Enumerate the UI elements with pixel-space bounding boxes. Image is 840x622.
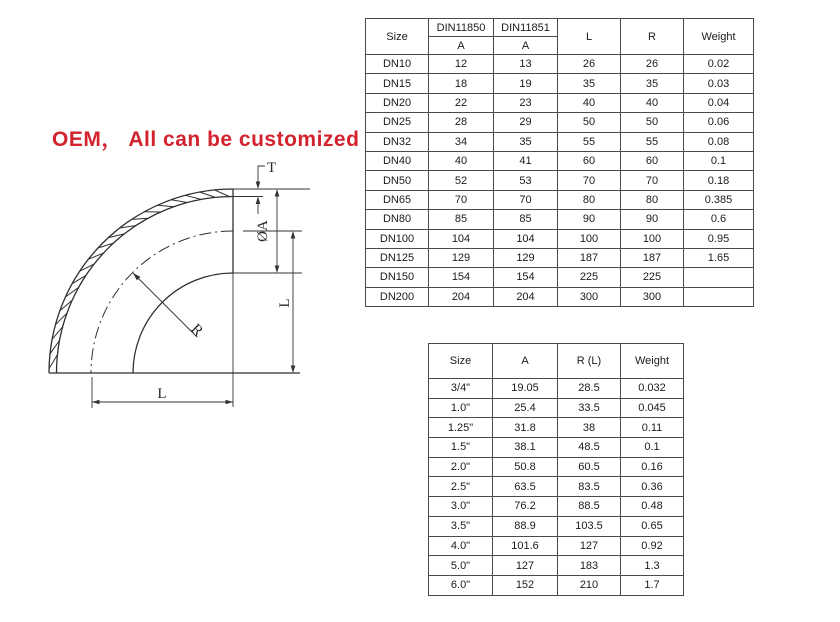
table-cell: 0.1 [684, 151, 754, 170]
table-cell: 70 [558, 171, 621, 190]
table-cell: 1.3 [621, 556, 684, 576]
hatch-mark [185, 195, 201, 199]
table-cell: 80 [558, 190, 621, 209]
hatch-mark [158, 205, 174, 207]
table-cell: 18 [429, 74, 494, 93]
table-row [429, 556, 684, 576]
table-row [366, 93, 754, 112]
col-header-l: L [558, 19, 621, 55]
table-cell: 40 [558, 93, 621, 112]
table-cell: 6.0" [429, 575, 493, 595]
table-cell: 0.06 [684, 113, 754, 132]
table-row [366, 287, 754, 306]
table-cell: 187 [621, 248, 684, 267]
table-cell: 4.0" [429, 536, 493, 556]
table-cell: 55 [621, 132, 684, 151]
table-row [366, 113, 754, 132]
dim-label-length-horizontal: L [157, 386, 167, 402]
table-row [366, 248, 754, 267]
table-cell: DN125 [366, 248, 429, 267]
col-subheader-a1: A [429, 37, 494, 55]
inch-table-header [429, 344, 684, 379]
table-row [366, 132, 754, 151]
table-cell: 0.36 [621, 477, 684, 497]
table-cell: 0.16 [621, 457, 684, 477]
table-cell: 187 [558, 248, 621, 267]
table-cell: 25.4 [493, 398, 558, 418]
table-cell: 60 [621, 151, 684, 170]
table-cell: 50 [621, 113, 684, 132]
table-cell: 300 [621, 287, 684, 306]
table-row [429, 516, 684, 536]
table-cell: 204 [494, 287, 558, 306]
table-cell: 152 [493, 575, 558, 595]
table-cell: 210 [558, 575, 621, 595]
table-cell: 104 [429, 229, 494, 248]
col-header-din11851: DIN11851 [494, 19, 558, 37]
table-cell: 0.08 [684, 132, 754, 151]
table-cell: DN50 [366, 171, 429, 190]
table-cell: 35 [558, 74, 621, 93]
table-cell: 3.5" [429, 516, 493, 536]
col-header-weight: Weight [684, 19, 754, 55]
table-cell: 55 [558, 132, 621, 151]
table-cell: 0.02 [684, 55, 754, 74]
table-cell: 85 [494, 210, 558, 229]
table-row [366, 190, 754, 209]
table-cell: 2.5" [429, 477, 493, 497]
table-cell: 0.65 [621, 516, 684, 536]
table-cell: 31.8 [493, 418, 558, 438]
table-row [366, 74, 754, 93]
table-cell: 88.5 [558, 497, 621, 517]
table-cell: 0.18 [684, 171, 754, 190]
table-row [366, 210, 754, 229]
table-cell: 100 [558, 229, 621, 248]
table-cell: 225 [558, 268, 621, 287]
table-cell: 41 [494, 151, 558, 170]
table-cell: 60.5 [558, 457, 621, 477]
dim-label-diameter: ØA [255, 220, 271, 242]
table-cell: 204 [429, 287, 494, 306]
table-cell: 52 [429, 171, 494, 190]
table-row [429, 497, 684, 517]
dim-label-length-vertical: L [277, 298, 293, 308]
table-cell: 48.5 [558, 438, 621, 458]
table-cell: 70 [621, 171, 684, 190]
table-cell: 29 [494, 113, 558, 132]
elbow-drawing [25, 150, 325, 425]
din-table-header [366, 19, 754, 55]
table-cell: 80 [621, 190, 684, 209]
table-cell: 38 [558, 418, 621, 438]
col-header-weight: Weight [621, 344, 684, 379]
table-row [366, 268, 754, 287]
table-cell [684, 287, 754, 306]
col-header-rl: R (L) [558, 344, 621, 379]
table-row [429, 418, 684, 438]
table-cell: 1.5" [429, 438, 493, 458]
table-row [429, 575, 684, 595]
table-cell: DN15 [366, 74, 429, 93]
table-cell: DN65 [366, 190, 429, 209]
dimension-arrows [92, 182, 295, 405]
dim-label-thickness: T [267, 160, 277, 176]
table-cell: 154 [429, 268, 494, 287]
table-cell: 13 [494, 55, 558, 74]
table-cell: DN200 [366, 287, 429, 306]
table-row [429, 457, 684, 477]
table-cell: 1.25" [429, 418, 493, 438]
table-row [429, 536, 684, 556]
table-cell: 50 [558, 113, 621, 132]
table-row [429, 379, 684, 399]
table-cell: 28 [429, 113, 494, 132]
table-cell: 0.48 [621, 497, 684, 517]
table-cell: 63.5 [493, 477, 558, 497]
table-cell: 127 [493, 556, 558, 576]
table-cell: 23 [494, 93, 558, 112]
table-cell: DN40 [366, 151, 429, 170]
table-cell: 50.8 [493, 457, 558, 477]
table-cell: 76.2 [493, 497, 558, 517]
table-row [366, 55, 754, 74]
table-cell: 88.9 [493, 516, 558, 536]
table-cell: 0.032 [621, 379, 684, 399]
table-cell: 0.1 [621, 438, 684, 458]
table-cell: 129 [494, 248, 558, 267]
table-cell: 90 [558, 210, 621, 229]
table-cell: 225 [621, 268, 684, 287]
table-cell: 40 [621, 93, 684, 112]
table-cell: 40 [429, 151, 494, 170]
table-cell: 0.92 [621, 536, 684, 556]
table-cell: 101.6 [493, 536, 558, 556]
dimension-lines [92, 166, 310, 408]
table-cell: 35 [621, 74, 684, 93]
table-cell: 34 [429, 132, 494, 151]
table-cell: 0.95 [684, 229, 754, 248]
table-cell: DN20 [366, 93, 429, 112]
table-cell: DN32 [366, 132, 429, 151]
table-cell: 22 [429, 93, 494, 112]
table-cell: DN150 [366, 268, 429, 287]
table-cell: 19.05 [493, 379, 558, 399]
table-cell: 0.6 [684, 210, 754, 229]
table-cell: 60 [558, 151, 621, 170]
col-header-size: Size [429, 344, 493, 379]
table-cell: 38.1 [493, 438, 558, 458]
col-subheader-a2: A [494, 37, 558, 55]
inch-dimension-table [428, 343, 684, 596]
hatch-mark [200, 192, 215, 197]
din-dimension-table [365, 18, 754, 307]
table-cell [684, 268, 754, 287]
table-row [429, 477, 684, 497]
table-cell: 53 [494, 171, 558, 190]
table-cell: 33.5 [558, 398, 621, 418]
oem-note: OEM， All can be customized [52, 128, 360, 151]
dim-label-radius: R [187, 321, 206, 340]
table-cell: DN25 [366, 113, 429, 132]
table-cell: 1.0" [429, 398, 493, 418]
table-row [429, 438, 684, 458]
table-cell: 100 [621, 229, 684, 248]
hatch-mark [171, 200, 187, 203]
table-row [429, 398, 684, 418]
elbow-outline [49, 189, 300, 373]
table-cell: 0.03 [684, 74, 754, 93]
table-cell: 70 [494, 190, 558, 209]
table-cell: 103.5 [558, 516, 621, 536]
table-cell: 12 [429, 55, 494, 74]
table-cell: 1.7 [621, 575, 684, 595]
table-cell: DN100 [366, 229, 429, 248]
table-cell: 26 [558, 55, 621, 74]
table-cell: 2.0" [429, 457, 493, 477]
table-cell: 183 [558, 556, 621, 576]
table-cell: DN80 [366, 210, 429, 229]
inch-table-body [429, 379, 684, 596]
table-cell: 104 [494, 229, 558, 248]
table-cell: 0.045 [621, 398, 684, 418]
table-cell: 85 [429, 210, 494, 229]
table-cell: DN10 [366, 55, 429, 74]
table-cell: 1.65 [684, 248, 754, 267]
table-cell: 90 [621, 210, 684, 229]
table-cell: 35 [494, 132, 558, 151]
table-cell: 129 [429, 248, 494, 267]
table-cell: 19 [494, 74, 558, 93]
table-cell: 83.5 [558, 477, 621, 497]
table-cell: 26 [621, 55, 684, 74]
table-cell: 0.04 [684, 93, 754, 112]
col-header-r: R [621, 19, 684, 55]
col-header-size: Size [366, 19, 429, 55]
table-row [366, 229, 754, 248]
table-cell: 154 [494, 268, 558, 287]
table-cell: 300 [558, 287, 621, 306]
table-row [366, 151, 754, 170]
table-cell: 0.11 [621, 418, 684, 438]
col-header-a: A [493, 344, 558, 379]
din-table-body [366, 55, 754, 307]
table-cell: 3.0" [429, 497, 493, 517]
table-cell: 28.5 [558, 379, 621, 399]
table-cell: 0.385 [684, 190, 754, 209]
table-cell: 3/4" [429, 379, 493, 399]
table-cell: 5.0" [429, 556, 493, 576]
table-cell: 70 [429, 190, 494, 209]
col-header-din11850: DIN11850 [429, 19, 494, 37]
table-cell: 127 [558, 536, 621, 556]
table-row [366, 171, 754, 190]
hatch-mark [214, 190, 229, 197]
